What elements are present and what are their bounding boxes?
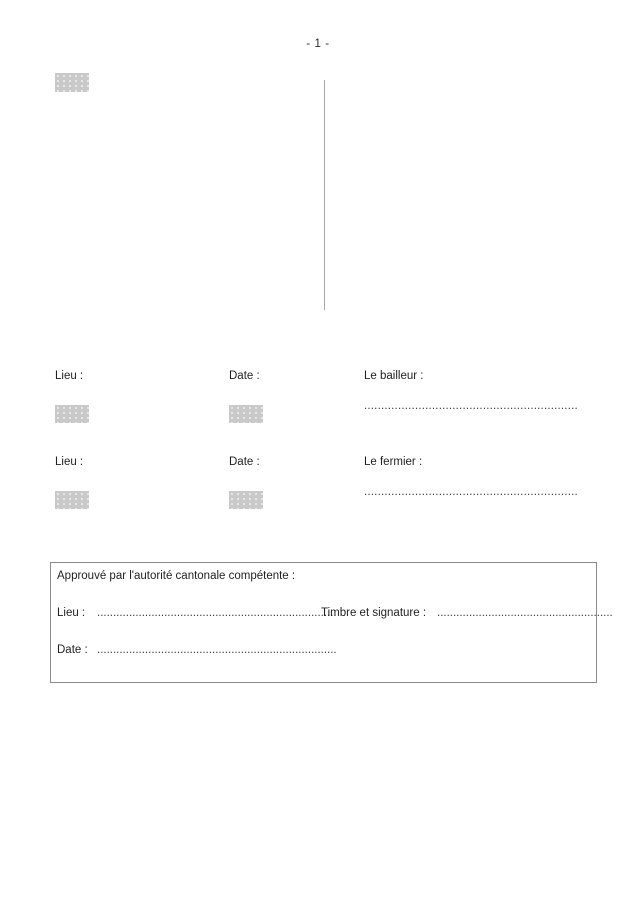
signature-block-fermier-labels bbox=[0, 456, 636, 472]
form-field-top[interactable] bbox=[55, 73, 89, 92]
approval-input-date[interactable]: ........................................................................... bbox=[97, 644, 337, 656]
approval-input-lieu[interactable]: ........................................................................... bbox=[97, 607, 337, 619]
signature-block-bailleur-labels bbox=[0, 370, 636, 386]
label-date-bailleur: Date : bbox=[229, 370, 260, 382]
label-date-fermier: Date : bbox=[229, 456, 260, 468]
approval-label-lieu: Lieu : bbox=[57, 607, 86, 619]
label-lieu-bailleur: Lieu : bbox=[55, 370, 84, 382]
approval-label-timbre-signature: Timbre et signature : bbox=[321, 607, 427, 619]
form-field-date-fermier[interactable] bbox=[229, 491, 263, 509]
form-field-lieu-fermier[interactable] bbox=[55, 491, 89, 509]
form-field-lieu-bailleur[interactable] bbox=[55, 405, 89, 423]
signature-line-bailleur[interactable]: ............................................................... bbox=[364, 400, 578, 412]
form-field-date-bailleur[interactable] bbox=[229, 405, 263, 423]
approval-label-date: Date : bbox=[57, 644, 88, 656]
label-le-fermier: Le fermier : bbox=[364, 456, 423, 468]
signature-line-fermier[interactable]: ............................................................... bbox=[364, 486, 578, 498]
approval-box-title: Approuvé par l'autorité cantonale compétente : bbox=[57, 570, 296, 582]
label-lieu-fermier: Lieu : bbox=[55, 456, 84, 468]
label-le-bailleur: Le bailleur : bbox=[364, 370, 424, 382]
vertical-rule bbox=[324, 80, 325, 310]
approval-box bbox=[50, 562, 613, 683]
page-number: - 1 - bbox=[306, 38, 330, 50]
approval-input-timbre-signature[interactable]: ....................................................... bbox=[437, 607, 613, 619]
